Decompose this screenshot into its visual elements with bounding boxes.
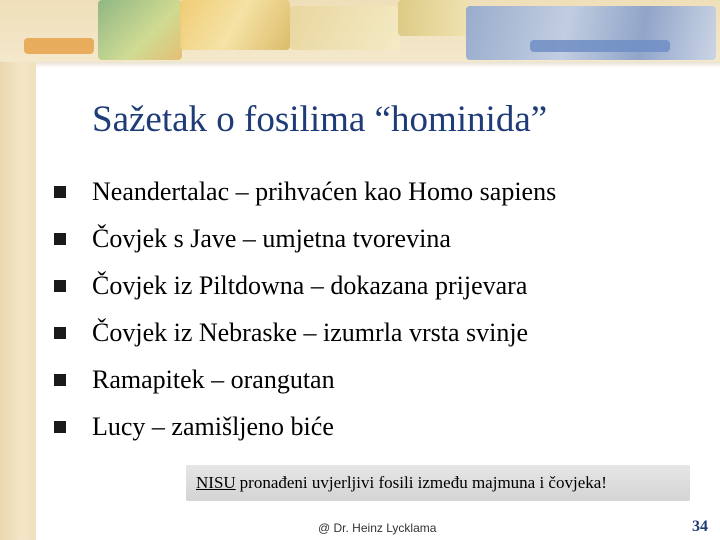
callout-emphasis: NISU [196,473,236,492]
slide-title: Sažetak o fosilima “hominida” [92,99,548,140]
banner-shape [24,38,94,54]
list-item [54,266,694,313]
banner-shape [530,40,670,52]
banner-shape [98,0,182,60]
page-number: 34 [692,518,708,535]
square-bullet-icon [54,421,66,433]
bullet-list [54,172,694,454]
square-bullet-icon [54,374,66,386]
banner-shape [180,0,290,50]
list-item [54,313,694,360]
footer-author: @ Dr. Heinz Lycklama [318,521,437,535]
square-bullet-icon [54,233,66,245]
list-item [54,219,694,266]
decorative-frame-left [0,0,36,540]
callout-text: pronađeni uvjerljivi fosili između majmuna i čovjeka! [239,473,607,492]
bullet-text: Ramapitek – orangutan [92,365,335,394]
square-bullet-icon [54,327,66,339]
list-item [54,407,694,454]
decorative-banner [0,0,720,62]
conclusion-callout [186,465,690,501]
square-bullet-icon [54,280,66,292]
list-item [54,172,694,219]
banner-shape [398,0,468,36]
bullet-text: Čovjek s Jave – umjetna tvorevina [92,224,451,253]
square-bullet-icon [54,186,66,198]
bullet-text: Lucy – zamišljeno biće [92,412,334,441]
bullet-text: Čovjek iz Nebraske – izumrla vrsta svinje [92,318,529,347]
list-item [54,360,694,407]
bullet-text: Neandertalac – prihvaćen kao Homo sapiens [92,177,557,206]
banner-shadow [36,62,720,68]
bullet-text: Čovjek iz Piltdowna – dokazana prijevara [92,271,528,300]
banner-shape [290,6,400,50]
